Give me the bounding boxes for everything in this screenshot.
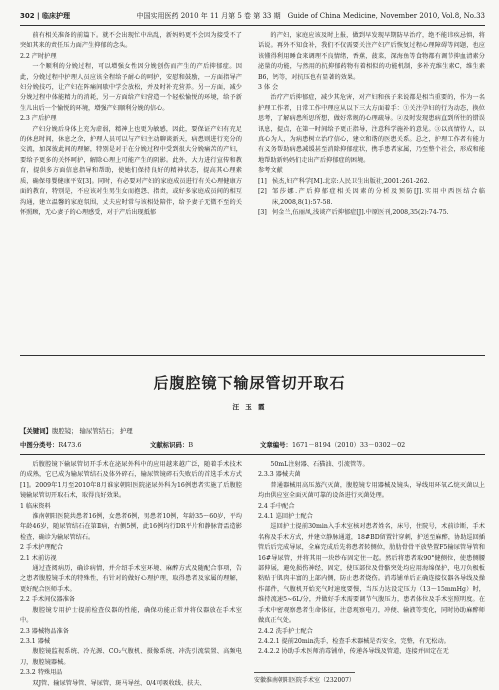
reference-text: 何金兰,伍丽凤,浅谈产后抑郁症[J].中原医刊,2008,35(2):74-75. (272, 208, 449, 216)
section-heading: 2.4.1 巡回护士配合 (258, 513, 313, 521)
body-paragraph: 的产妇，家庭应该及时上报，做到早发现早期防早治疗，绝不能讳疾忌慎，将话说。再外不知食补，我们不仅需要关注产妇产后恢复过程心理障碍等问题，也应该懂得利用睡食来调理不良情绪，香蕉，菠菜，深海鱼等食物都有调节抑血清素分泌量的功能，与然用的抗抑郁药物有着相似的功能机制，多补充维生素C，维生素B6，钙等，对抗压也有显著的效果。 (258, 32, 485, 81)
body-paragraph: 腹腔镜监视系统、冷光源、CO₂气腹机、摄像系统、冲洗引流装置、高频电刀，腹腔镜器械。 (20, 648, 242, 666)
section-heading: 2.3.2 特殊用品 (20, 669, 63, 677)
author-affiliation: 安徽淮南朝阳医院手术室（232007） (254, 672, 355, 684)
body-paragraph: 50mL注射器、石猫油、引流管等。 (270, 461, 369, 468)
section-heading: 2.3.1 器械 (20, 637, 51, 645)
body-paragraph: 前有相关准备的前篇下。就不会出现忙中出乱，新妈妈更不会因为接受不了突如其来的责任压力面产生抑郁的念头。 (20, 32, 242, 50)
section-heading: 2.4.2 洗手护士配合 (258, 627, 313, 635)
reference-item (258, 177, 485, 187)
reference-item (258, 187, 485, 208)
section-heading: 2.2 手术间仪器准备 (20, 596, 76, 604)
header-rule (20, 25, 485, 26)
doc-code-value: B (188, 441, 194, 449)
section-heading: 2.1 术前访视 (20, 554, 57, 562)
section-heading: 2.4 手中配合 (258, 502, 295, 510)
section-heading: 2.4.2.1 提前20min洗手，检查手术器械是否安全，完整，有无松动。 (258, 637, 450, 645)
body-paragraph: 巡回护士提前30min入手术室核对患者姓名，床号，住院号，术前诊断，手术名称及手术方式，并建立静脉通道，18#BD留置针穿刺，护送至麻醉，协助巡回插管后后完成导尿，全麻完成后先将患者转侧位，肋肋骨骨平放垫置F5输尿管导管和 16#导尿管，并将其用一块纱布固定住一起。然后将患者取90°健侧位，使患侧腰部伸展，避免损伤神经，固定，使压部位及骨骼突处均应用海绵保护，电刀负极板粘贴于肌肉丰富的上部内侧，防止患者烧伤。消毒铺单后正确连接仪器各导线及操作部件，气腹机开始充气时速度要慢，当压力达设定压力（13～15mmHg）时，维持流速5~6L/分，并做好手术需要调节气腹压力，患者体位及手术室照明度。在手术中密观察患者生命体征，注意观察电刀，冲便、输液等变化，同时协助麻醉师做真正气处。 (258, 523, 485, 625)
body-paragraph: 双J管、输尿管导管、导尿管，斑马导丝、0/4可吸收线、扶夫、 (32, 679, 206, 687)
meta-rule (20, 454, 485, 455)
running-header (20, 10, 485, 22)
body-paragraph: 普通器械用高压蒸汽灭菌，腹腔镜专用器械及镜头，导线用环氧乙烷灭菌以上均由供应室全面灭菌可靠的设备进行灭菌处理。 (258, 481, 485, 500)
reference-item (258, 208, 485, 218)
article-number-label: 文章编号： (260, 441, 292, 449)
reference-number: [2] (258, 188, 267, 196)
clc-value: R473.6 (58, 441, 82, 449)
section-heading: 2.3.3 器械夫菌 (258, 471, 301, 479)
article-title: 后腹腔镜下输尿管切开取石 (153, 374, 346, 392)
keywords-text: 腹腔镜； 输尿管结石； 护理 (51, 427, 133, 435)
article-number-value: 1671－8194（2010）33－0302－02 (291, 441, 406, 449)
reference-text: 邹莎娜.产后抑郁症相关因素的分析及预防[J].实用中西医结合临床,2008,8(1):57-58. (272, 188, 485, 206)
body-paragraph: 产妇分娩后身体上充为虚弱，精神上也更为敏感，因此，要保证产妇有充足的休息时间，休息之余，护理人员可以与产妇主动聊谈新天，病患则进行充分的交流，加深彼此间的理解，特别是对于在分娩过程中受到很大分娩痛苦的产妇，要给予更多的关怀呵护，解除心理上可能产生的阴影。此外，大力进行宣传和教育，提供多方面信息指导和帮助，使她们保持良好的精神状态，提高其心理素质，确保母婴健康平安[3]。同时，有必要对产妇的家庭成员进行有关心理健康方面的教育，特别是，不应该对生男生女而抱怨、指责，或好多家庭成员间的相互沟通，建立温馨的家庭氛围，丈夫应时常与该相处陪伴，给予妻子无微不至的关怀照顾，无心妻子的心理感受，对于产后出现抵郁 (20, 125, 242, 216)
body-paragraph: 通过查阅病历，确诊病情，并介绍手术室环境、麻醉方式及随配合事项，告之患者腹腔镜手术的特殊性，有针对的做好心理护理，取得患者及家属的理解，更好配合医师手术。 (20, 565, 242, 593)
bottom-right-column (258, 460, 485, 658)
section-heading: 2.3 器械物品准备 (20, 627, 69, 635)
body-paragraph: 淮南朝阳医院共患者16例，女患者6例，男患者10例，年龄35～60岁，平均年龄46岁，随尿管结石在第Ⅱ病，右侧5例，此16例均行DR平片和静脉肾盂造影检查，确诊为输尿管结石。 (20, 513, 242, 541)
doc-code-label: 文献标识码： (150, 441, 189, 449)
section-heading: 2.3 产后护理 (20, 115, 57, 123)
classification-line (20, 440, 480, 449)
journal-citation: 中国实用医药 2010 年 11 月第 5 卷 第 33 期 Guide of China Medicine, November 2010, Vol.8, No.33 (136, 12, 485, 20)
article-author: 汪 玉 霞 (232, 403, 267, 411)
keywords-label: 【关键词】 (20, 427, 52, 435)
body-paragraph: 腹腔镜专用护士提前检查仪器的性能，确保功能正常并将仪器放在手术室中。 (20, 606, 242, 625)
body-paragraph: 后腹腔镜下输尿管切开手术在泌尿外科中的应用越来越广泛，随着手术技术的成熟，它已成为输尿管结石及体外碎石，输尿管镜碎石失败后的首选手术方式[1]。2009年1月至2010年8月谁家朝阳医院泌尿外科为16例患者实施了后腹腔镜输尿管切开取石术，取得良好效果。 (20, 461, 242, 500)
body-paragraph: 治疗产后抑郁症，减少其危害，对产妇和孩子来说都是相当重要的，作为一名护理工作者，日常工作中理应从以下三大方面着手：①关注孕妇的行为动态，换位思考，了解病患所思所想，做好常规的心理疏导。②及时发现患病直到所往的错误讯息，提点，在第一时间给予更正指导，注意科学施补的意见。③以真情待人，以真心为人，为病患树立治疗信心，建立和谐的医患关系。总之，护理工作者有能力有义务帮助病患减缓甚至消除抑郁症状，携手患者家属，乃至整个社会，形成和能地帮助新妈妈们走出产后抑郁症的困境。 (258, 94, 485, 164)
section-heading: 3 体 会 (258, 84, 279, 92)
keywords-line (20, 426, 133, 435)
reference-text: 侯杰,妇产科学[M].北京:人民卫生出版社,2001:261-262. (272, 177, 430, 185)
page-label: 302 | 临床护理 (20, 12, 71, 20)
reference-number: [3] (258, 208, 267, 216)
section-heading: 2 手术护理配合 (20, 544, 64, 552)
section-heading: 2.2 产时护理 (20, 52, 57, 60)
section-heading: 参考文献 (258, 167, 283, 175)
section-heading: 1 临床资料 (20, 502, 51, 510)
section-heading: 2.4.2.2 协助手术医师消毒铺单，传递各导线及管道，连接并固定在无 (258, 648, 449, 656)
clc-label: 中图分类号： (20, 441, 59, 449)
section-rule (20, 355, 485, 356)
reference-number: [1] (258, 177, 267, 185)
top-right-column (258, 31, 485, 218)
body-paragraph: 一个顺利的分娩过程，可以增强女性因分娩创伤而产生的产后抑郁症。因此，分娩过程中护理人员应该全程给予耐心的呵护，安慰和鼓励，一方面指导产妇分娩技巧，让产妇在阵痛间歇中学会放松，并及时补充营养。另一方面，减少分娩过程中体能精力的消耗，另一方面给产妇营造一个轻松愉悦的环境，给予新生儿出后一个愉悦的环境，增强产妇顺利分娩的信心。 (20, 63, 242, 112)
bottom-left-column (20, 460, 242, 689)
top-left-column (20, 31, 242, 218)
